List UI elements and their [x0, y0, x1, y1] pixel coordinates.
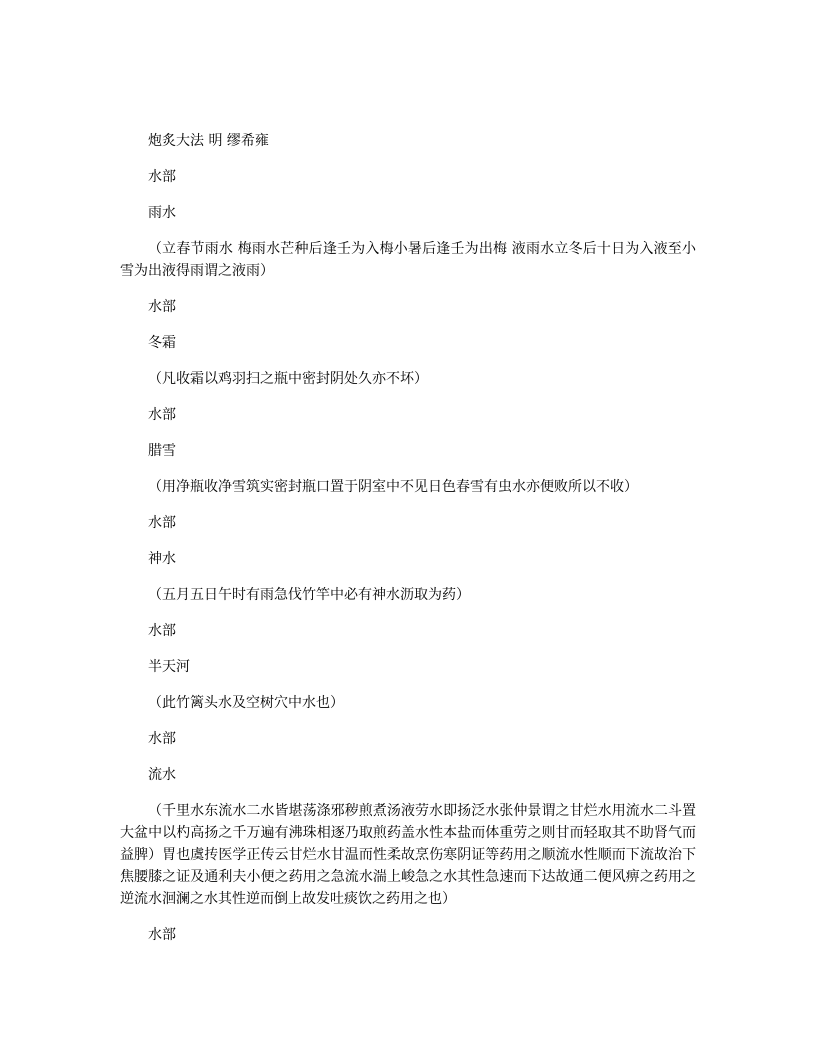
- section-heading: 水部: [148, 731, 176, 747]
- entry-note: （凡收霜以鸡羽扫之瓶中密封阴处久亦不坏）: [148, 371, 428, 387]
- entry-note: （立春节雨水 梅雨水芒种后逢壬为入梅小暑后逢壬为出梅 液雨水立冬后十日为入液至小雪为出液得雨谓之液雨）: [120, 241, 696, 279]
- entry-title: 神水: [148, 551, 176, 567]
- entry-title: 腊雪: [148, 443, 176, 459]
- entry-note: （五月五日午时有雨急伐竹竿中必有神水沥取为药）: [148, 587, 470, 603]
- entry-title: 半天河: [148, 659, 190, 675]
- entry-note: （用净瓶收净雪筑实密封瓶口置于阴室中不见日色春雪有虫水亦便败所以不收）: [148, 479, 638, 495]
- section-heading: 水部: [148, 407, 176, 423]
- entry-note: （此竹篱头水及空树穴中水也）: [148, 695, 344, 711]
- entry-title: 冬霜: [148, 335, 176, 351]
- entry-note: （千里水东流水二水皆堪荡涤邪秽煎煮汤液劳水即扬泛水张仲景谓之甘烂水用流水二斗置大盆中以杓高扬之千万遍有沸珠相逐乃取煎药盖水性本盐而体重劳之则甘而轻取其不助肾气而益脾）胃也虞抟医学正传云甘烂水甘温而性柔故烹伤寒阴证等药用之顺流水性顺而下流故治下焦腰膝之证及通利夫小便之药用之急流水湍上峻急之水其性急速而下达故通二便风痹之药用之逆流水洄澜之水其性逆而倒上故发吐痰饮之药用之也）: [120, 803, 696, 907]
- section-heading: 水部: [148, 927, 176, 943]
- document-page: [120, 130, 696, 960]
- section-heading: 水部: [148, 623, 176, 639]
- section-heading: 水部: [148, 515, 176, 531]
- section-heading: 水部: [148, 169, 176, 185]
- section-heading: 水部: [148, 299, 176, 315]
- entry-title: 雨水: [148, 205, 176, 221]
- document-title: 炮炙大法 明 缪希雍: [148, 133, 269, 149]
- entry-title: 流水: [148, 767, 176, 783]
